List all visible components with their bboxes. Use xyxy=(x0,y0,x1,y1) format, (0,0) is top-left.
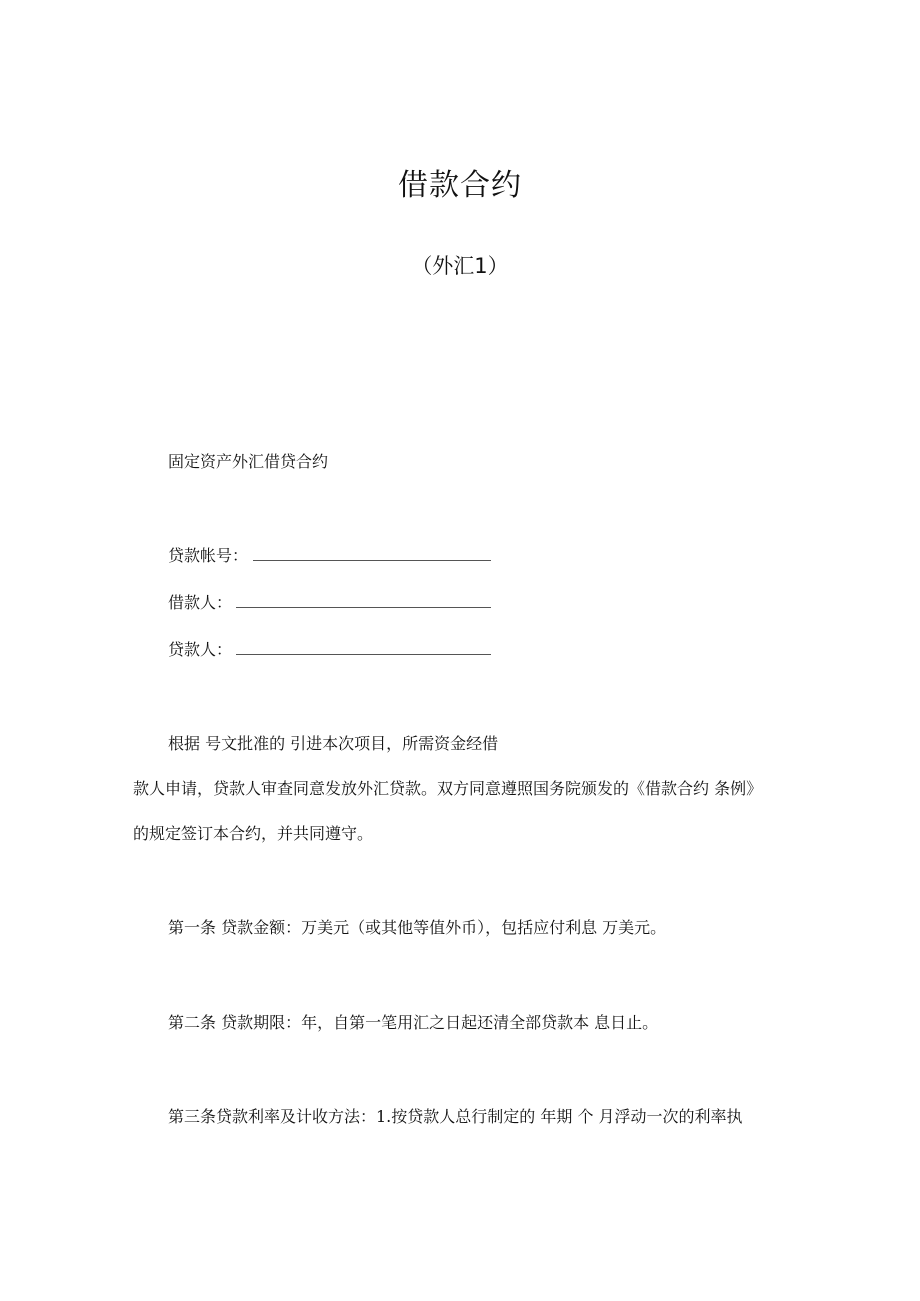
document-subtitle: （外汇1） xyxy=(411,254,509,278)
preamble-line-3: 的规定签订本合约，并共同遵守。 xyxy=(133,824,374,843)
account-label: 贷款帐号： xyxy=(168,546,249,565)
account-field-line xyxy=(253,560,491,561)
lender-label: 贷款人： xyxy=(168,640,233,659)
lender-field-line xyxy=(236,654,491,655)
document-title: 借款合约 xyxy=(398,168,522,203)
borrower-field-line xyxy=(236,607,491,608)
article-3: 第三条贷款利率及计收方法：1.按贷款人总行制定的 年期 个 月浮动一次的利率执 xyxy=(168,1107,743,1126)
borrower-label: 借款人： xyxy=(168,593,233,612)
contract-heading: 固定资产外汇借贷合约 xyxy=(168,452,329,471)
preamble-line-2: 款人申请，贷款人审查同意发放外汇贷款。双方同意遵照国务院颁发的《借款合约 条例》 xyxy=(133,779,763,798)
article-1: 第一条 贷款金额：万美元（或其他等值外币），包括应付利息 万美元。 xyxy=(168,918,667,937)
preamble-line-1: 根据 号文批准的 引进本次项目，所需资金经借 xyxy=(168,734,499,753)
article-2: 第二条 贷款期限：年，自第一笔用汇之日起还清全部贷款本 息日止。 xyxy=(168,1013,659,1032)
